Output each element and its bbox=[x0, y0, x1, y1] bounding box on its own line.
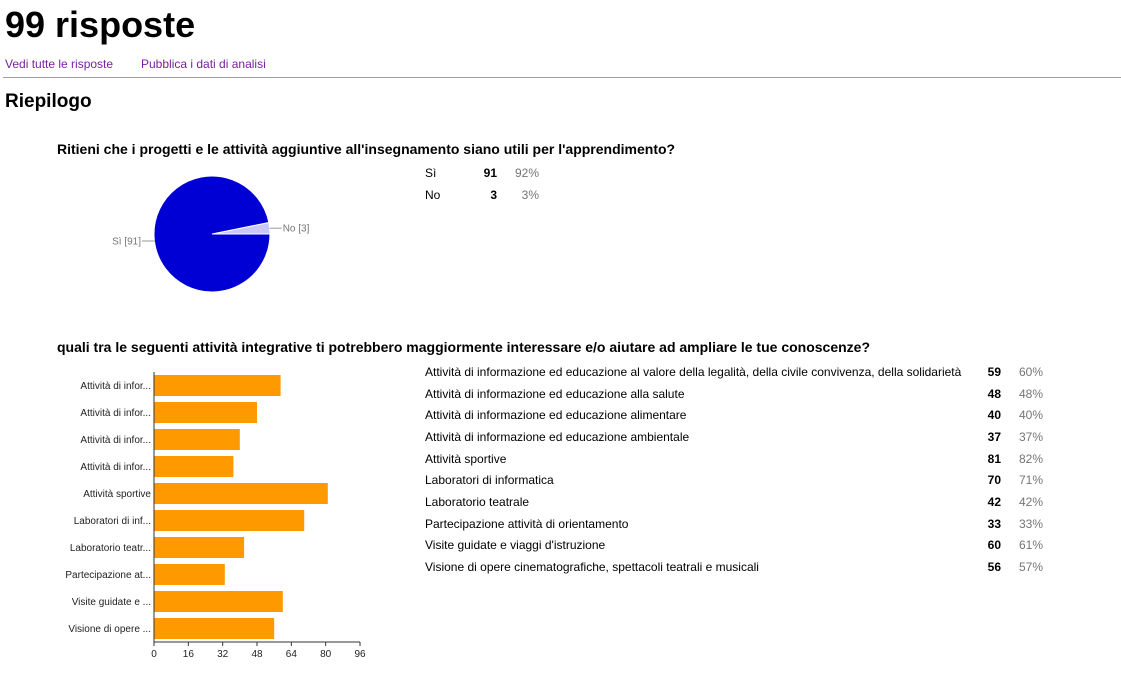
q1-stats-option-label: Sì bbox=[425, 165, 437, 180]
q2-stats-count: 48 bbox=[987, 386, 1001, 401]
q2-stats-count: 81 bbox=[987, 451, 1001, 466]
q2-stats-count: 37 bbox=[987, 429, 1001, 444]
header-divider bbox=[3, 77, 1121, 78]
x-tick-label: 80 bbox=[320, 649, 332, 660]
bar-category-label: Visite guidate e ... bbox=[71, 597, 151, 608]
bar bbox=[154, 375, 281, 396]
pie-slice bbox=[154, 176, 270, 292]
bar-chart bbox=[40, 365, 380, 665]
q2-stats-option-label: Laboratorio teatrale bbox=[425, 494, 530, 509]
q2-stats-row bbox=[425, 404, 1043, 426]
publish-analytics-link[interactable]: Pubblica i dati di analisi bbox=[141, 57, 266, 71]
bar bbox=[154, 402, 257, 423]
q2-stats-row bbox=[425, 469, 1043, 491]
q2-stats-row bbox=[425, 513, 1043, 535]
q2-stats-percent: 71% bbox=[1018, 473, 1043, 488]
bar-category-label: Attività sportive bbox=[83, 489, 151, 500]
q2-stats-percent: 48% bbox=[1018, 386, 1043, 401]
q2-stats-percent: 60% bbox=[1018, 364, 1043, 379]
q2-stats-row bbox=[425, 361, 1043, 383]
q1-stats-percent: 3% bbox=[521, 187, 539, 202]
bar-category-label: Partecipazione at... bbox=[65, 570, 151, 581]
bar-category-label: Visione di opere ... bbox=[68, 624, 151, 635]
bar bbox=[154, 537, 244, 558]
bar-category-label: Attività di infor... bbox=[80, 381, 151, 392]
bar-category-label: Attività di infor... bbox=[80, 408, 151, 419]
bar bbox=[154, 564, 225, 585]
q2-stats-count: 40 bbox=[987, 408, 1001, 423]
bar-category-label: Attività di infor... bbox=[80, 462, 151, 473]
bar-category-label: Laboratorio teatr... bbox=[69, 543, 151, 554]
q1-stats-count: 3 bbox=[490, 187, 497, 202]
bar bbox=[154, 510, 304, 531]
q1-stats-option-label: No bbox=[425, 187, 441, 202]
q2-stats-row bbox=[425, 426, 1043, 448]
bar-category-label: Attività di infor... bbox=[80, 435, 151, 446]
q2-stats-row bbox=[425, 448, 1043, 470]
q2-stats-count: 42 bbox=[987, 494, 1001, 509]
question-2-title: quali tra le seguenti attività integrative ti potrebbero maggiormente interessare e/o aiutare ad ampliare le tue conoscenze? bbox=[57, 339, 871, 355]
x-tick-label: 32 bbox=[217, 649, 229, 660]
bar bbox=[154, 429, 240, 450]
q2-stats-count: 33 bbox=[987, 516, 1001, 531]
q1-stats-row bbox=[425, 184, 539, 206]
q2-stats-option-label: Attività di informazione ed educazione ambientale bbox=[425, 429, 690, 444]
q2-stats-option-label: Laboratori di informatica bbox=[425, 473, 554, 488]
q2-stats-count: 60 bbox=[987, 538, 1001, 553]
pie-slice-label: Sì [91] bbox=[112, 236, 141, 248]
q2-stats-percent: 42% bbox=[1018, 494, 1043, 509]
q2-stats-count: 59 bbox=[987, 364, 1001, 379]
x-tick-label: 16 bbox=[182, 649, 194, 660]
q2-stats-percent: 57% bbox=[1018, 560, 1043, 575]
q2-stats-percent: 61% bbox=[1018, 538, 1043, 553]
bar bbox=[154, 618, 274, 639]
q2-stats-option-label: Visite guidate e viaggi d'istruzione bbox=[425, 538, 606, 553]
q2-stats-row bbox=[425, 535, 1043, 557]
q2-stats-option-label: Attività sportive bbox=[425, 451, 507, 466]
q2-stats-row bbox=[425, 383, 1043, 405]
x-tick-label: 48 bbox=[251, 649, 263, 660]
question-1-title: Ritieni che i progetti e le attività aggiuntive all'insegnamento siano utili per l'apprendimento? bbox=[57, 141, 676, 157]
q2-stats-percent: 82% bbox=[1018, 451, 1043, 466]
q2-stats-option-label: Attività di informazione ed educazione alimentare bbox=[425, 408, 687, 423]
summary-heading: Riepilogo bbox=[5, 91, 92, 112]
pie-chart bbox=[100, 168, 340, 308]
bar bbox=[154, 483, 328, 504]
q1-stats-row bbox=[425, 162, 539, 184]
bar bbox=[154, 591, 283, 612]
q2-stats-option-label: Attività di informazione ed educazione al valore della legalità, della civile convivenza, della solidarietà bbox=[425, 364, 962, 379]
q2-stats-percent: 37% bbox=[1018, 429, 1043, 444]
question-2-stats-table bbox=[425, 361, 1043, 578]
bar bbox=[154, 456, 233, 477]
q2-stats-count: 56 bbox=[987, 560, 1001, 575]
x-tick-label: 96 bbox=[354, 649, 366, 660]
q2-stats-option-label: Attività di informazione ed educazione alla salute bbox=[425, 386, 685, 401]
q1-stats-percent: 92% bbox=[514, 165, 539, 180]
x-tick-label: 0 bbox=[151, 649, 157, 660]
q2-stats-percent: 33% bbox=[1018, 516, 1043, 531]
q2-stats-option-label: Partecipazione attività di orientamento bbox=[425, 516, 629, 531]
bar-category-label: Laboratori di inf... bbox=[73, 516, 151, 527]
q2-stats-option-label: Visione di opere cinematografiche, spettacoli teatrali e musicali bbox=[425, 560, 759, 575]
pie-slice-label: No [3] bbox=[282, 223, 310, 235]
q2-stats-row bbox=[425, 491, 1043, 513]
question-1-stats-table bbox=[425, 162, 539, 205]
q1-stats-count: 91 bbox=[483, 165, 497, 180]
q2-stats-count: 70 bbox=[987, 473, 1001, 488]
q2-stats-percent: 40% bbox=[1018, 408, 1043, 423]
view-all-responses-link[interactable]: Vedi tutte le risposte bbox=[5, 57, 114, 71]
q2-stats-row bbox=[425, 556, 1043, 578]
page-title: 99 risposte bbox=[5, 4, 196, 45]
x-tick-label: 64 bbox=[285, 649, 297, 660]
